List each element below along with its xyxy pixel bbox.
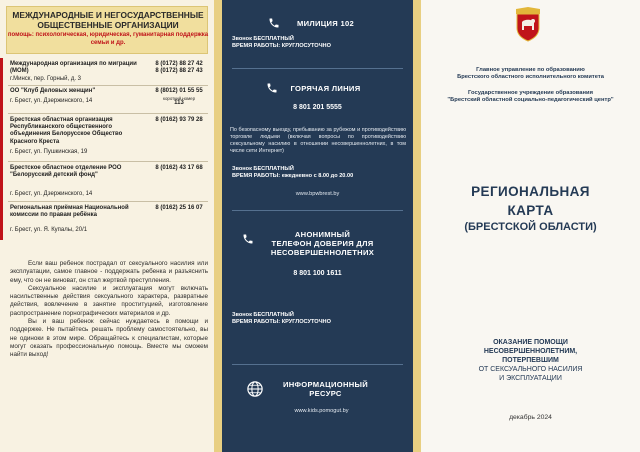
org-name: ОО "Клуб Деловых женщин" — [10, 88, 96, 94]
org-entry-iom — [10, 61, 210, 83]
org-short-number[interactable]: 113 — [174, 100, 184, 106]
org-phone[interactable]: 8 (0162) 25 16 07 — [155, 205, 203, 211]
trust-line-info: Звонок БЕСПЛАТНЫЙ ВРЕМЯ РАБОТЫ: КРУГЛОСУТОЧНО — [232, 312, 331, 325]
middle-panel — [222, 0, 413, 452]
hotline-title: ГОРЯЧАЯ ЛИНИЯ — [290, 84, 361, 93]
org-address: г. Брест, ул. Дзержинского, 14 — [10, 191, 93, 197]
org-address: г. Брест, ул. Дзержинского, 14 — [10, 98, 93, 104]
org-address: г.Минск, пер. Горный, д. 3 — [10, 76, 82, 82]
org-entry-red-cross — [10, 117, 210, 159]
org-phone[interactable]: 8 (0162) 93 79 28 — [155, 117, 203, 123]
divider — [8, 113, 208, 114]
org-name: Региональная приёмная Национальной комиссии по правам ребёнка — [10, 205, 129, 219]
org-name: Брестская областная организация Республиканского общественного объединения Белорусское Общество Красного Креста — [10, 117, 123, 145]
org-name: Брестское областное отделение РОО "Белорусский детский фонд" — [10, 165, 122, 179]
info-text — [10, 260, 208, 360]
divider — [8, 201, 208, 202]
divider — [232, 210, 403, 211]
gold-stripe — [413, 0, 421, 452]
police-info: Звонок БЕСПЛАТНЫЙ ВРЕМЯ РАБОТЫ: КРУГЛОСУТОЧНО — [232, 36, 331, 49]
ngo-header — [6, 6, 208, 54]
paragraph: Вы и ваш ребенок сейчас нуждаетесь в помощи и поддержке. Не пытайтесь решать проблему самостоятельно, вы не одиноки в этом мире. Обращайтесь к специалистам, которые могут оказать профессиональную помощь. Вместе мы сможем найти выход! — [10, 318, 208, 359]
resource-url[interactable]: www.kids.pomogut.by — [294, 408, 349, 414]
org-entry-childrens-rights — [10, 205, 210, 237]
hotline-url[interactable]: www.bpwbrest.by — [295, 191, 340, 197]
org-entry-business-women — [10, 88, 210, 112]
red-accent-bar — [0, 58, 3, 240]
ngo-header-title: МЕЖДУНАРОДНЫЕ И НЕГОСУДАРСТВЕННЫЕ ОБЩЕСТВЕННЫЕ ОРГАНИЗАЦИИ — [12, 10, 204, 30]
coat-of-arms-icon — [514, 6, 542, 42]
police-title: МИЛИЦИЯ 102 — [296, 19, 355, 28]
paragraph: Сексуальное насилие и эксплуатация могут включать насильственные действия сексуального характера, развратные действия, вовлечение в занятие проституцией, изготовление распространение порнографических материалов и др. — [10, 284, 208, 317]
trust-line-number[interactable]: 8 801 100 1611 — [293, 270, 342, 277]
divider — [232, 68, 403, 69]
center-name: Государственное учреждение образования "Брестский областной социально-педагогический центр" — [447, 90, 614, 104]
subtitle-help: ОКАЗАНИЕ ПОМОЩИ НЕСОВЕРШЕННОЛЕТНИМ, ПОТЕРПЕВШИМ — [483, 339, 578, 364]
org-address: г. Брест, ул. Я. Купалы, 20/1 — [10, 227, 88, 233]
ngo-header-subtitle: помощь: психологическая, юридическая, гуманитарная поддержка семьи и др. — [7, 32, 209, 46]
trust-line-title: АНОНИМНЫЙ ТЕЛЕФОН ДОВЕРИЯ ДЛЯ НЕСОВЕРШЕННОЛЕТНИХ — [270, 230, 375, 257]
hotline-number[interactable]: 8 801 201 5555 — [293, 104, 342, 111]
subtitle-violence: ОТ СЕКСУАЛЬНОГО НАСИЛИЯ И ЭКСПЛУАТАЦИИ — [478, 366, 583, 382]
org-phone[interactable]: 8 (0172) 88 27 42 8 (0172) 88 27 43 — [155, 61, 203, 75]
org-phone[interactable]: 8 (8012) 01 55 55 — [155, 88, 203, 94]
org-note: короткий номер — [162, 96, 196, 101]
org-entry-childrens-fund — [10, 165, 210, 201]
title-region: (БРЕСТСКОЙ ОБЛАСТИ) — [464, 221, 597, 233]
department-name: Главное управление по образованию Брестского областного исполнительного комитета — [457, 67, 604, 81]
paragraph: Если ваш ребенок пострадал от сексуального насилия или эксплуатации, самое главное - поддержать ребенка и разъяснить ему, что он не виноват, он стал жертвой преступления. — [10, 260, 208, 284]
org-phone[interactable]: 8 (0162) 43 17 68 — [155, 165, 203, 171]
gold-stripe — [214, 0, 222, 452]
title-map: КАРТА — [507, 203, 554, 218]
title-regional: РЕГИОНАЛЬНАЯ — [471, 184, 590, 199]
publication-date: декабрь 2024 — [509, 414, 552, 421]
hotline-description: По безопасному выезду, пребыванию за рубежом и противодействию торговле людьми (включая вопросы по противодействию сексуальному насилию в отношении несовершеннолетних, в том числе сети Интернет) — [230, 127, 406, 154]
hotline-info: Звонок БЕСПЛАТНЫЙ ВРЕМЯ РАБОТЫ: ежедневно с 8.00 до 20.00 — [232, 166, 354, 179]
resource-title: ИНФОРМАЦИОННЫЙ РЕСУРС — [282, 380, 369, 398]
org-name: Международная организация по миграции (МОМ) — [10, 61, 137, 75]
org-address: г. Брест, ул. Пушкинская, 19 — [10, 149, 88, 155]
divider — [232, 364, 403, 365]
divider — [8, 161, 208, 162]
divider — [8, 85, 208, 86]
